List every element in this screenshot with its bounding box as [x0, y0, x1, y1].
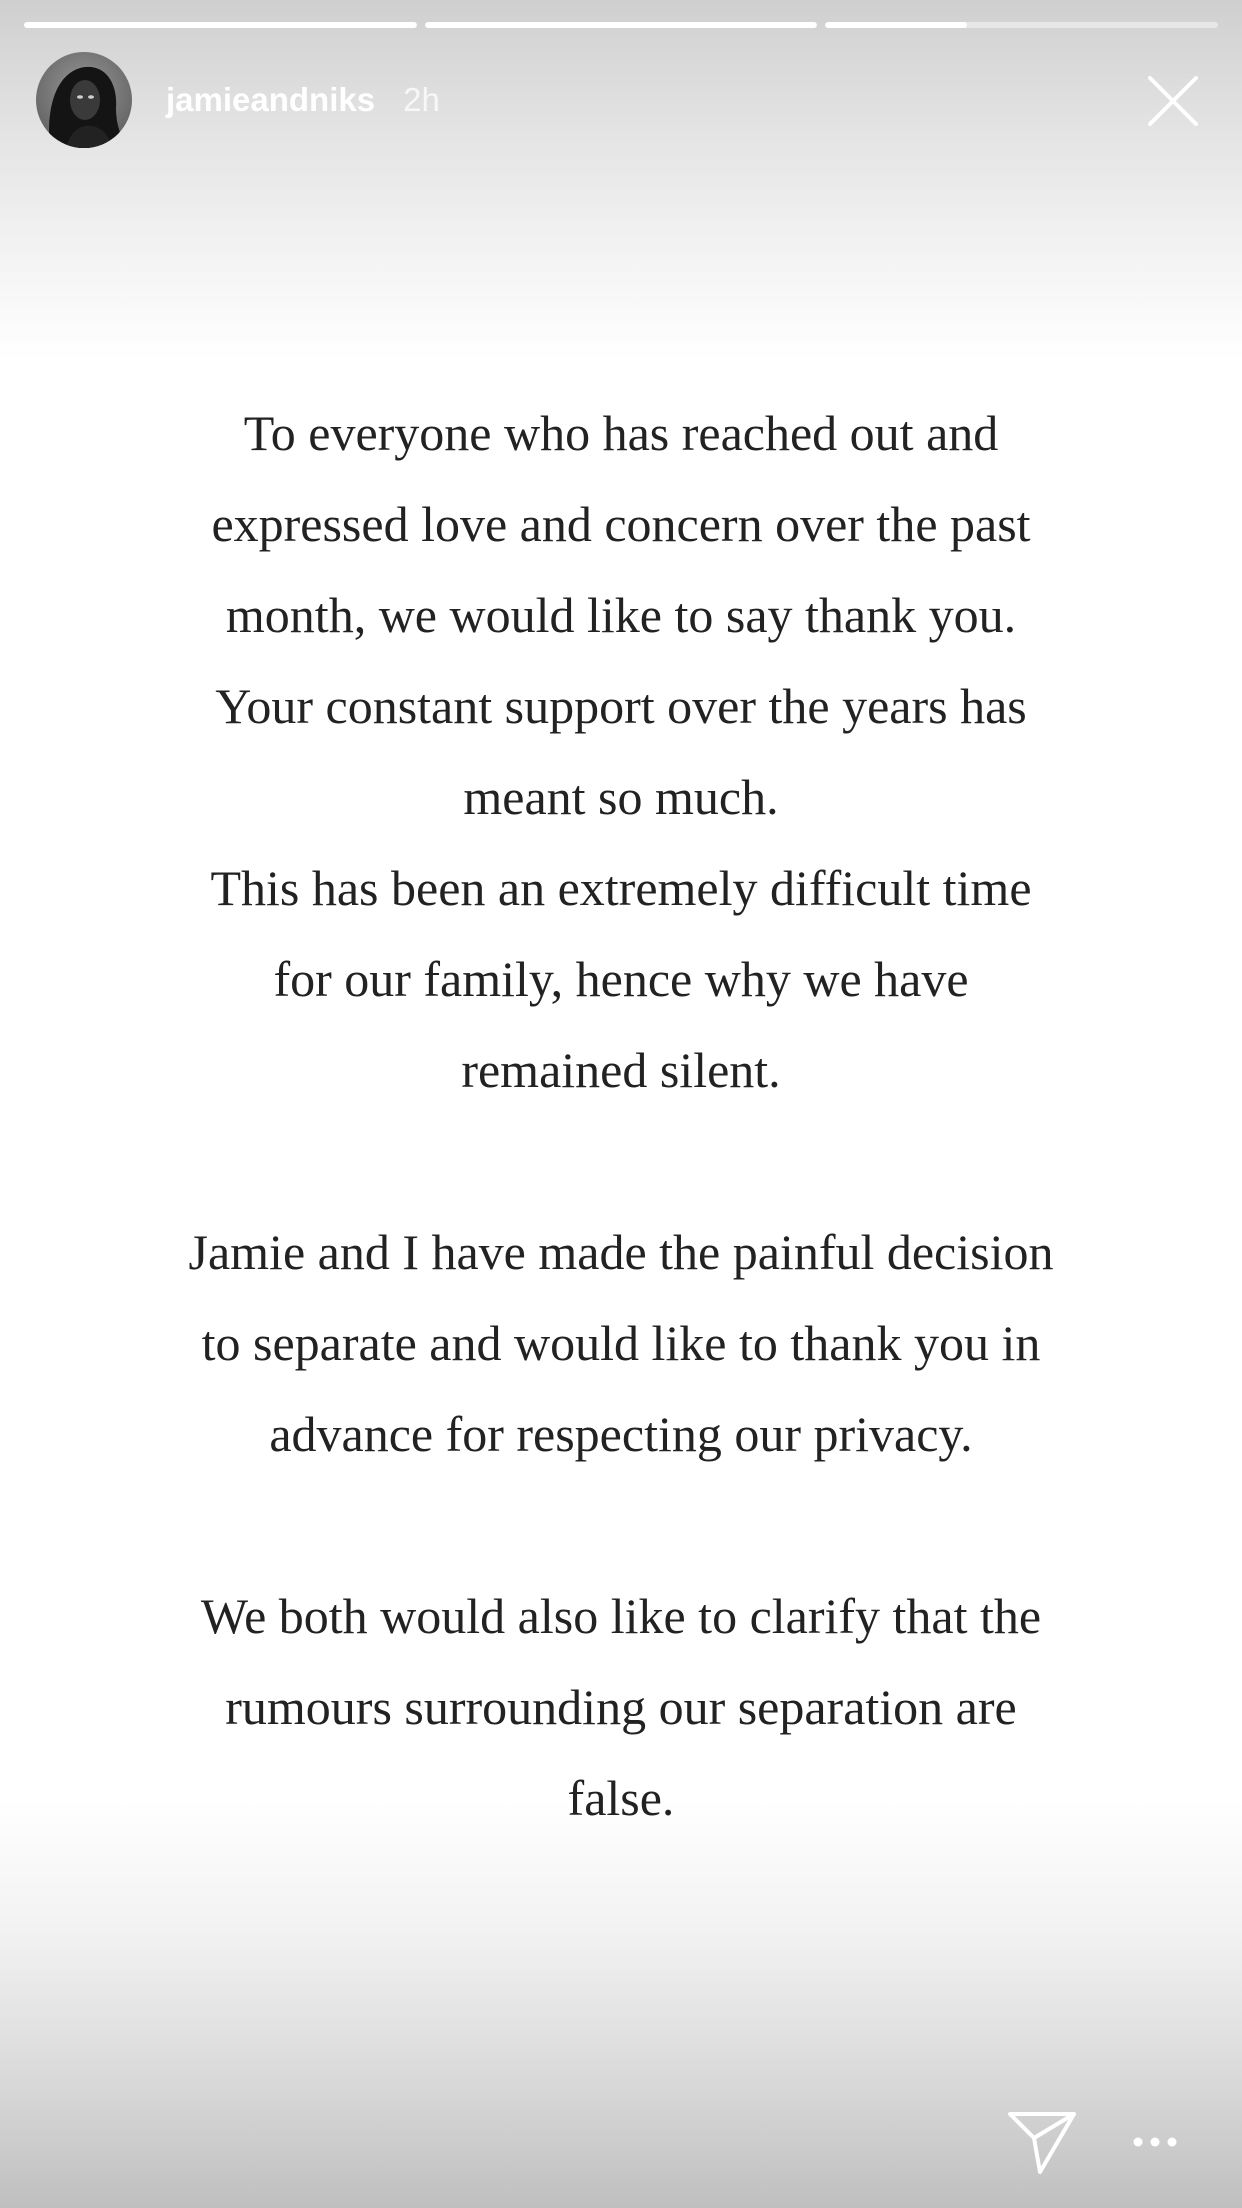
message-line: We both would also like to clarify that the	[200, 1588, 1042, 1644]
more-options-icon	[1130, 2124, 1180, 2160]
message-line: This has been an extremely difficult time	[210, 860, 1032, 916]
message-line: expressed love and concern over the past	[211, 496, 1031, 552]
paragraph-spacer	[60, 1116, 1182, 1207]
message-line: advance for respecting our privacy.	[269, 1406, 973, 1462]
send-button[interactable]	[1006, 2106, 1078, 2178]
progress-segment-3	[825, 22, 1218, 28]
more-options-button[interactable]	[1130, 2124, 1180, 2160]
story-progress-bar	[24, 22, 1218, 28]
progress-segment-1	[24, 22, 417, 28]
message-line: meant so much.	[463, 769, 779, 825]
paragraph-spacer	[60, 1480, 1182, 1571]
avatar[interactable]	[36, 52, 132, 148]
progress-segment-2	[425, 22, 818, 28]
message-line: to separate and would like to thank you in	[201, 1315, 1041, 1371]
profile-avatar-icon	[36, 52, 132, 148]
story-message	[60, 388, 1182, 1844]
send-direct-icon	[1006, 2106, 1078, 2178]
message-line: Your constant support over the years has	[215, 678, 1027, 734]
username[interactable]: jamieandniks	[166, 81, 376, 118]
message-line: for our family, hence why we have	[273, 951, 969, 1007]
message-line: rumours surrounding our separation are	[225, 1679, 1017, 1735]
message-line: remained silent.	[461, 1042, 781, 1098]
message-line: Jamie and I have made the painful decision	[188, 1224, 1054, 1280]
message-line: To everyone who has reached out and	[243, 405, 999, 461]
close-button[interactable]	[1148, 76, 1198, 126]
message-line: false.	[567, 1770, 675, 1826]
story-header	[36, 52, 1212, 148]
message-line: month, we would like to say thank you.	[225, 587, 1017, 643]
close-icon	[1148, 76, 1198, 126]
timestamp: 2h	[403, 81, 440, 118]
